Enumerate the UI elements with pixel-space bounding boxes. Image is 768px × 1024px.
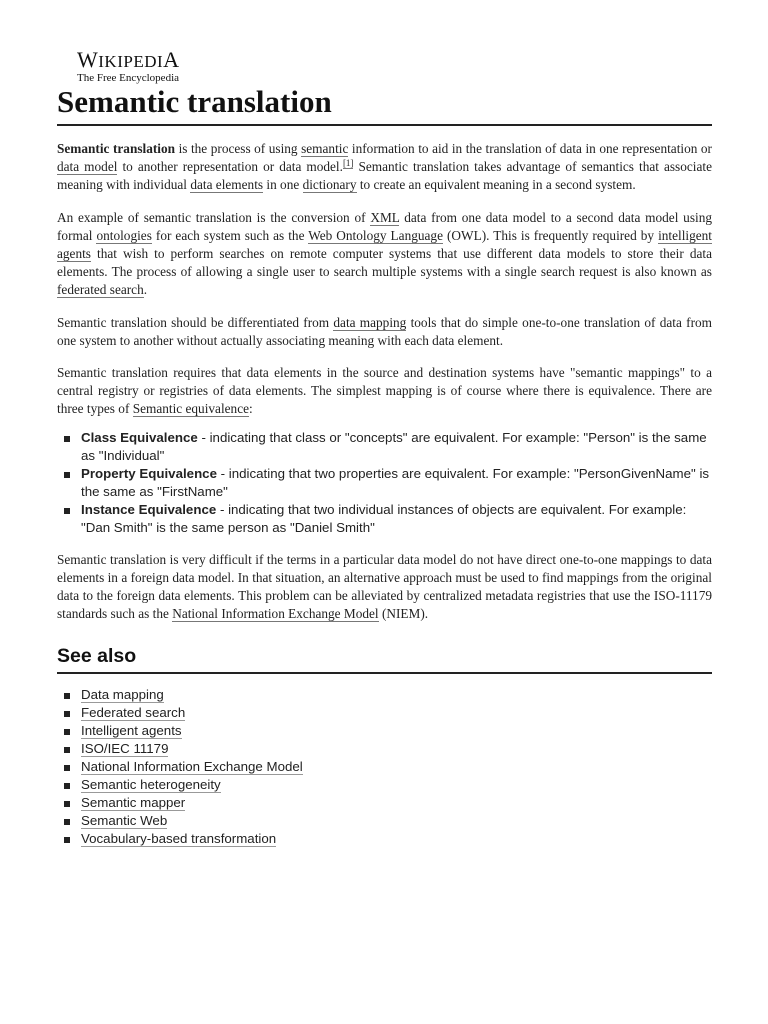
text: Semantic translation requires that data elements in the source and destination systems have "semantic mappings" to a central registry or registries of data elements. The simplest mapping is of course where there is equivalence. There are three types of	[57, 365, 712, 417]
list-item	[57, 812, 712, 830]
link-ontologies[interactable]: ontologies	[96, 227, 152, 243]
see-also-link[interactable]: Semantic heterogeneity	[81, 777, 221, 793]
paragraph-difficulty	[57, 551, 712, 624]
list-item	[57, 794, 712, 812]
section-heading-see-also: See also	[57, 645, 712, 674]
reference-link[interactable]: [1]	[342, 157, 354, 168]
link-data-elements[interactable]: data elements	[190, 177, 264, 193]
term-bold: Semantic translation	[57, 141, 176, 156]
paragraph-intro	[57, 140, 712, 195]
text: Semantic translation is very difficult if the terms in a particular data model do not have direct one-to-one mappings to data elements in a foreign data model. In that situation, an alternative approach must be used to find mappings from the original data to the foreign data elements. This problem can be alleviated by centralized metadata registries that use the ISO-11179 standards such as the	[57, 551, 712, 622]
text: - indicating that class or "concepts" are equivalent. For example: "Person" is the same as "Individual"	[81, 429, 707, 463]
paragraph-example	[57, 209, 712, 300]
link-niem[interactable]: National Information Exchange Model	[172, 606, 379, 622]
text: (OWL). This is frequently required by	[442, 227, 659, 243]
page-title: Semantic translation	[57, 82, 712, 126]
link-federated-search[interactable]: federated search	[57, 282, 144, 298]
text: information to aid in the translation of data in one representation or	[348, 141, 712, 156]
list-item	[57, 830, 712, 848]
list-item	[57, 758, 712, 776]
link-dictionary[interactable]: dictionary	[302, 177, 357, 193]
text: that wish to perform searches on remote computer systems that use different data models to store their data elements. The process of allowing a single user to search multiple systems with a single search request is also known as	[57, 246, 712, 280]
text: :	[249, 401, 253, 417]
see-also-link[interactable]: Semantic Web	[81, 813, 168, 829]
list-item	[57, 429, 712, 465]
term-bold: Property Equivalence	[81, 465, 217, 481]
list-item	[57, 740, 712, 758]
text: in one	[263, 177, 303, 193]
link-semantic[interactable]: semantic	[301, 141, 349, 156]
term-bold: Instance Equivalence	[81, 501, 217, 517]
paragraph-differentiation	[57, 314, 712, 350]
link-xml[interactable]: XML	[370, 209, 400, 225]
list-item	[57, 686, 712, 704]
article-body	[57, 140, 712, 862]
text: .	[143, 282, 148, 298]
term-bold: Class Equivalence	[81, 429, 198, 445]
paragraph-equivalence	[57, 364, 712, 419]
text: - indicating that two individual instances of objects are equivalent. For example: "Dan Smith" is the same person as "Daniel Smith"	[81, 501, 687, 535]
text: - indicating that two properties are equivalent. For example: "PersonGivenName" is the same as "FirstName"	[81, 465, 710, 499]
list-item	[57, 501, 712, 537]
logo-wordmark: WIKIPEDIA	[77, 47, 180, 72]
link-data-model[interactable]: data model	[57, 159, 118, 175]
text: data from one data model to a second data model using formal	[57, 209, 712, 243]
see-also-link[interactable]: Intelligent agents	[81, 723, 182, 739]
list-item	[57, 722, 712, 740]
see-also-link[interactable]: Vocabulary-based transformation	[81, 831, 277, 847]
link-web-ontology-language[interactable]: Web Ontology Language	[308, 227, 443, 243]
link-intelligent-agents[interactable]: intelligent agents	[57, 227, 712, 262]
see-also-link[interactable]: Federated search	[81, 705, 186, 721]
link-semantic-equivalence[interactable]: Semantic equivalence	[132, 401, 249, 417]
see-also-link[interactable]: National Information Exchange Model	[81, 759, 303, 775]
list-item	[57, 776, 712, 794]
list-item	[57, 704, 712, 722]
wikipedia-logo[interactable]	[77, 48, 180, 84]
see-also-link[interactable]: Semantic mapper	[81, 795, 186, 811]
text: Semantic translation takes advantage of semantics that associate meaning with individual	[57, 159, 712, 193]
link-data-mapping[interactable]: data mapping	[333, 314, 407, 330]
equivalence-list	[57, 429, 712, 537]
logo-tagline: The Free Encyclopedia	[77, 72, 180, 84]
text: is the process of using	[175, 141, 302, 156]
text: to another representation or data model.	[117, 159, 343, 175]
text: (NIEM).	[378, 606, 429, 622]
list-item	[57, 465, 712, 501]
text: for each system such as the	[151, 227, 309, 243]
see-also-link[interactable]: Data mapping	[81, 687, 164, 703]
see-also-list	[57, 686, 712, 848]
see-also-link[interactable]: ISO/IEC 11179	[81, 741, 169, 757]
text: to create an equivalent meaning in a second system.	[356, 177, 636, 193]
text: An example of semantic translation is the conversion of	[57, 209, 371, 225]
text: tools that do simple one-to-one translation of data from one system to another without actually associating meaning with each data element.	[57, 314, 712, 348]
text: Semantic translation should be differentiated from	[57, 314, 334, 330]
